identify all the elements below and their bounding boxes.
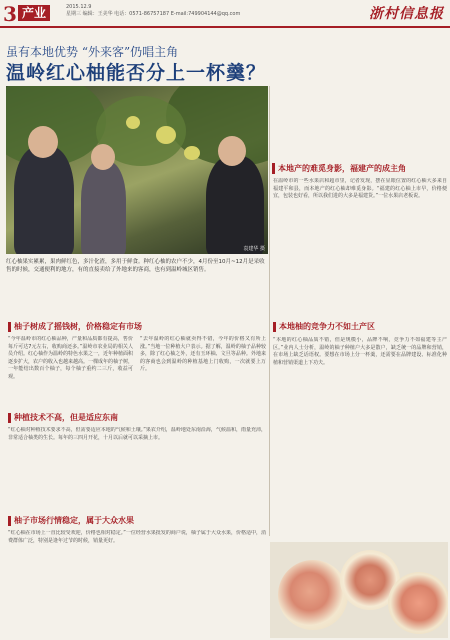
section-label: 产业 — [18, 5, 50, 21]
section-body-2: “红心柚对种植技术要求不高，但需要适应本地的气候和土壤。”果农介绍，温岭地处东南沿海，气候温和，雨量充沛，非常适合柚类的生长。每年的三四月开花，十月以后就可以采摘上市。 — [8, 427, 266, 441]
photo-caption: 红心柚果实累累，果肉鲜红色，多汁化渣，多用于鲜食。种红心柚的农户不少，4月份至10月~12月是采收售的时候，交通便利的地方，有的直接卖给了外地来的客商，也有到温岭城区销售。 — [6, 259, 265, 273]
photo-credit: 袁建华 摄 — [243, 246, 265, 252]
page-number: 3 — [3, 2, 17, 26]
right-section-body-2: “本地的红心柚品质不错，但是规模小，品牌不响，竞争力不如福建等主产区。”业内人士分析，温岭的柚子种植户大多是散户，缺乏统一的品牌和营销，在市场上缺乏话语权。要想在市场上分一杯羹，还需要在品牌建设、标准化种植和营销渠道上下功夫。 — [273, 337, 447, 366]
article-headline: 温岭红心柚能否分上一杯羹？ — [6, 62, 267, 84]
section-heading-1: 柚子树成了摇钱树，价格稳定有市场 — [8, 322, 270, 332]
pomelo-photo — [270, 542, 448, 638]
issue-date: 2015.12.9 — [66, 4, 92, 10]
section-body-3: “红心柚在市场上一直比较受欢迎，价格也相对稳定。”一位经营水果批发的商户说，柚子属于大众水果，价格适中，消费群体广泛，特别是逢年过节的时候，销量更好。 — [8, 530, 266, 544]
newspaper-masthead: 浙村信息报 — [369, 6, 444, 22]
article-photo — [6, 86, 268, 254]
right-section-heading-2: 本地柚的竞争力不如土产区 — [273, 322, 449, 332]
page-header — [0, 0, 450, 28]
section-body-1: “今年温岭市的红心柚品种，产量和品质都有提高，售价每斤可达7元左右，收购商还多。”温岭市农业局的相关人员介绍。红心柚作为温岭的特色水果之一，近年种植面积逐步扩大，农户的收入也越来越高。一棵成年的柚子树，一年能结出数百个柚子，每个柚子重约二三斤，收益可观。 — [8, 336, 133, 380]
issue-meta — [66, 4, 266, 18]
article-kicker: 虽有本地优势 “外来客”仍唱主角 — [6, 45, 179, 59]
right-section-heading-1: 本地产的难觅身影，福建产的成主角 — [272, 163, 450, 174]
right-section-body-1: 在温岭市的一些水果店和超市里，记者发现，摆在显眼位置的红心柚大多来自福建平和县，而本地产的红心柚却难觅身影。“福建的红心柚上市早，价格便宜，包装也好看，所以我们进的大多是福建货。”一位水果店老板说。 — [273, 178, 447, 199]
section-heading-2: 种植技术不高，但是适应东南 — [8, 413, 270, 423]
editor-contact: 星期三 编辑：王美华 电话：0571-86757187 E-mail:749904144@qq.com — [66, 11, 241, 17]
section-heading-3: 柚子市场行情稳定，属于大众水果 — [8, 516, 270, 526]
middle-column-text: “去年温岭的红心柚就卖得不错，今年的价格又有所上涨。”当地一位种植大户表示。据了解，温岭的柚子品种较多，除了红心柚之外，还有玉环柚、文旦等品种。外地来的客商也会到温岭的种植基地上门收购，一次就要上万斤。 — [140, 336, 266, 372]
column-divider — [269, 86, 270, 536]
